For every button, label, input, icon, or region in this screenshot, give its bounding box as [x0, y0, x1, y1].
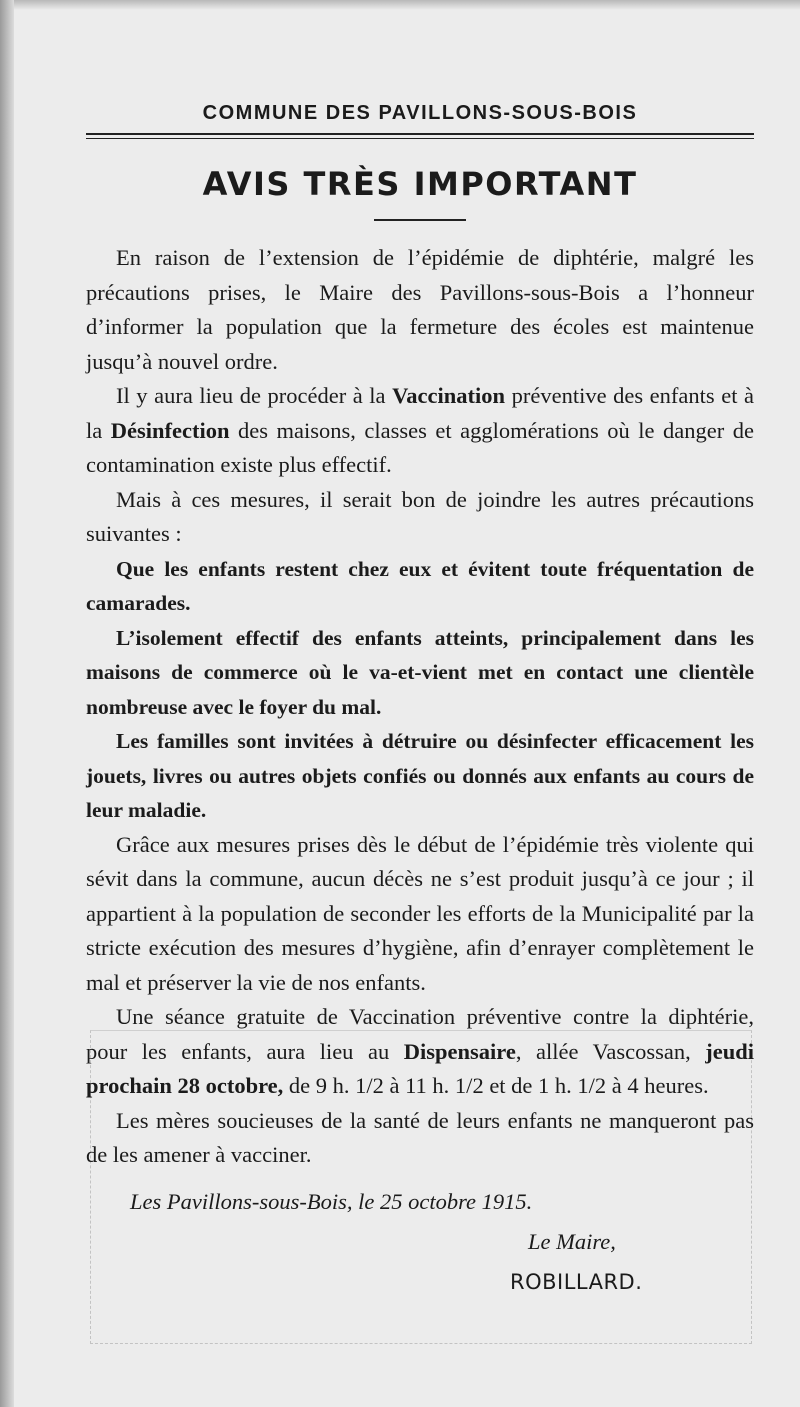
- paragraph-text: Il y aura lieu de procéder à la: [116, 383, 393, 408]
- place-and-date: Les Pavillons-sous-Bois, le 25 octobre 1915.: [130, 1188, 533, 1214]
- emphasized-text: Que les enfants restent chez eux et évitent toute fréquentation de camarades.: [86, 556, 754, 615]
- paragraph-text: Une séance gratuite de Vaccination préventive contre la diphtérie, pour les enfants, aura lieu au: [86, 1004, 754, 1064]
- notice-paragraph: [86, 241, 754, 379]
- title-underline: [374, 219, 466, 221]
- mayor-signature: ROBILLARD.: [510, 1269, 643, 1294]
- mayor-title: Le Maire,: [528, 1229, 616, 1254]
- notice-title: AVIS TRÈS IMPORTANT: [202, 165, 638, 203]
- paragraph-text: Les mères soucieuses de la santé de leurs enfants ne manqueront pas de les amener à vacciner.: [86, 1107, 754, 1167]
- emphasized-text: Désinfection: [110, 417, 230, 443]
- paragraph-text: Mais à ces mesures, il serait bon de joindre les autres précautions suivantes :: [86, 486, 754, 546]
- page-top-shadow: [0, 0, 800, 10]
- notice-paragraph: [86, 379, 754, 483]
- notice-paragraph: [86, 621, 754, 725]
- paragraph-text: Grâce aux mesures prises dès le début de l’épidémie très violente qui sévit dans la commune, aucun décès ne s’est produit jusqu’à ce jour ; il appartient à la population de seconder les efforts de la Municipalité par la stricte exécution des mesures d’hygiène, afin d’enrayer complètement le mal et préserver la vie de nos enfants.: [86, 831, 754, 995]
- notice-paragraph: [86, 724, 754, 828]
- page-binding-shadow: [0, 0, 14, 1407]
- paragraph-text: des maisons, classes et agglomérations où le danger de contamination existe plus effectif.: [86, 417, 754, 477]
- notice-content: [86, 96, 754, 1294]
- emphasized-text: Les familles sont invitées à détruire ou désinfecter efficacement les jouets, livres ou autres objets confiés ou donnés aux enfants au cours de leur maladie.: [86, 729, 754, 822]
- notice-body: [86, 241, 754, 1173]
- notice-paragraph: [86, 483, 754, 552]
- emphasized-text: Vaccination: [392, 383, 506, 408]
- notice-paragraph: [86, 1000, 754, 1104]
- emphasized-text: L’isolement effectif des enfants atteints, principalement dans les maisons de commerce où le va-et-vient met en contact une clientèle nombreuse avec le foyer du mal.: [86, 625, 754, 719]
- notice-paragraph: [86, 552, 754, 621]
- notice-paragraph: [86, 828, 754, 1001]
- emphasized-text: Dispensaire: [403, 1038, 516, 1064]
- emphasized-text: jeudi prochain 28 octobre,: [86, 1038, 755, 1098]
- notice-paragraph: [86, 1104, 754, 1173]
- paragraph-text: de 9 h. 1/2 à 11 h. 1/2 et de 1 h. 1/2 à 4 heures.: [283, 1073, 709, 1098]
- double-rule-divider: [86, 133, 754, 139]
- commune-heading: COMMUNE DES PAVILLONS-SOUS-BOIS: [202, 102, 638, 124]
- paragraph-text: En raison de l’extension de l’épidémie de diphtérie, malgré les précautions prises, le Maire des Pavillons-sous-Bois a l’honneur d’informer la population que la fermeture des écoles est maintenue jusqu’à nouvel ordre.: [86, 245, 754, 374]
- paragraph-text: préventive des enfants et à la: [86, 383, 754, 443]
- paragraph-text: , allée Vascossan,: [515, 1038, 706, 1064]
